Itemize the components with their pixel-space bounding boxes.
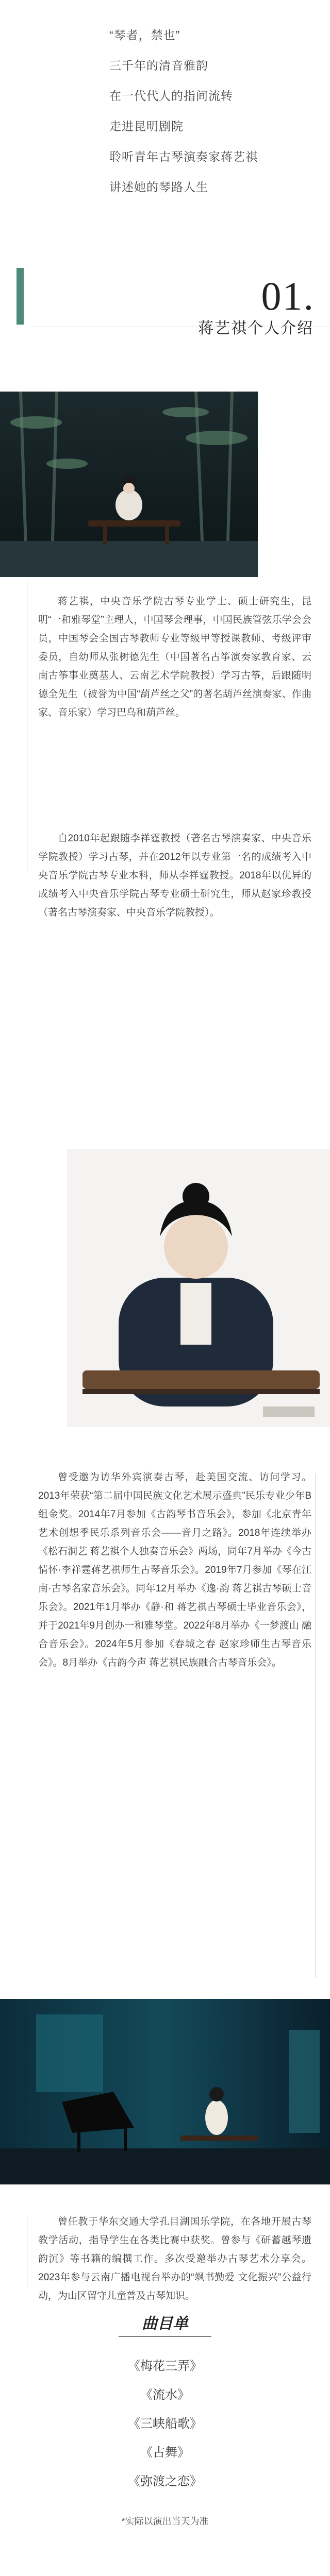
- intro-line: 聆听青年古琴演奏家蒋艺祺: [109, 150, 258, 163]
- intro-line: 在一代代人的指间流转: [109, 89, 233, 103]
- intro-lines: [0, 26, 330, 208]
- program-item: 《梅花三弄》: [128, 2359, 202, 2373]
- stage-concert-photo: [0, 1999, 330, 2184]
- program-title: 曲目单: [142, 2315, 188, 2332]
- section-accent-bar: [16, 268, 24, 325]
- bio-paragraph-4: 曾任教于华东交通大学孔目湖国乐学院，在各地开展古琴教学活动，指导学生在各类比赛中获奖。曾参与《研蓄越琴遗韵沉》等书籍的编撰工作。多次受邀举办古琴艺术分享会。2023年参与云南广播电视台举办的“飒书勤爱 文化振兴”公益行动，为山区留守儿童普及古琴知识。: [38, 2216, 311, 2301]
- intro-line: 三千年的清音雅韵: [109, 59, 208, 72]
- program-title-rule: [119, 2336, 211, 2337]
- program-item: 《流水》: [140, 2388, 190, 2402]
- section-title: 蒋艺祺个人介绍: [198, 320, 314, 337]
- bio-paragraph-2: 自2010年起跟随李祥霆教授（著名古琴演奏家、中央音乐学院教授）学习古琴，并在2012年以专业第一名的成绩考入中央音乐学院古琴专业本科，师从李祥霆教授。2018年以优异的成绩考入中央音乐学院古琴专业硕士研究生，师从赵家珍教授（著名古琴演奏家、中央音乐学院教授）。: [38, 833, 311, 918]
- program-list: [0, 2352, 330, 2496]
- guqin-performance-photo: [0, 392, 258, 577]
- program-item: 《弥渡之恋》: [128, 2475, 202, 2488]
- section-header: [0, 268, 330, 340]
- section-number: 01.: [261, 274, 315, 318]
- program-item: 《古舞》: [140, 2446, 190, 2460]
- intro-line: 走进昆明剧院: [109, 120, 184, 133]
- intro-line: “琴者，禁也”: [109, 28, 180, 42]
- guqin-portrait-photo: [67, 1149, 330, 1427]
- photo-graphic: [0, 1999, 330, 2184]
- bio-paragraph-3: 曾受邀为访华外宾演奏古琴，赴美国交流、访问学习。2013年荣获“第二届中国民族文化艺术展示盛典”民乐专业少年B组金奖。2014年7月参加《古韵琴书音乐会》，参加《北京青年艺术创想季民乐系列音乐会——音月之路》。2018年连续举办《松石洞艺 蒋艺祺个人独奏音乐会》两场，同年7月举办《今古情怀·李祥霆蒋艺祺师生古琴音乐会》。2019年7月参加《琴在江南·古琴名家音乐会》。同年12月举办《逸·韵 蒋艺祺古琴硕士音乐会》。2021年1月举办《静·和 蒋艺祺古琴硕士毕业音乐会》，并于2021年9月创办一和雅琴堂。2022年8月举办《一梦渡山 融合音乐会》。2024年5月参加《春城之春 赵家珍师生古琴音乐会》。8月举办《古韵今声 蒋艺祺民族融合古琴音乐会》。: [38, 1472, 311, 1668]
- photo-graphic: [0, 392, 258, 577]
- program-item: 《三峡船歌》: [128, 2417, 202, 2431]
- intro-line: 讲述她的琴路人生: [109, 180, 208, 194]
- photo-graphic: [67, 1149, 330, 1427]
- bio-paragraph-1: 蒋艺祺，中央音乐学院古琴专业学士、硕士研究生，昆明“一和雅琴堂”主理人，中国琴会理事，中国民族管弦乐学会会员，中国琴会全国古琴教师专业等级甲等授课教师、考级评审委员，自幼师从张树德先生（中国著名古筝演奏家教育家、云南古筝事业奠基人、云南艺术学院教授）学习古筝，后跟随明德全先生（被誉为中国“葫芦丝之父”的著名葫芦丝演奏家、作曲家、音乐家）学习巴乌和葫芦丝。: [38, 596, 311, 718]
- program-note: *实际以演出当天为准: [121, 2516, 209, 2527]
